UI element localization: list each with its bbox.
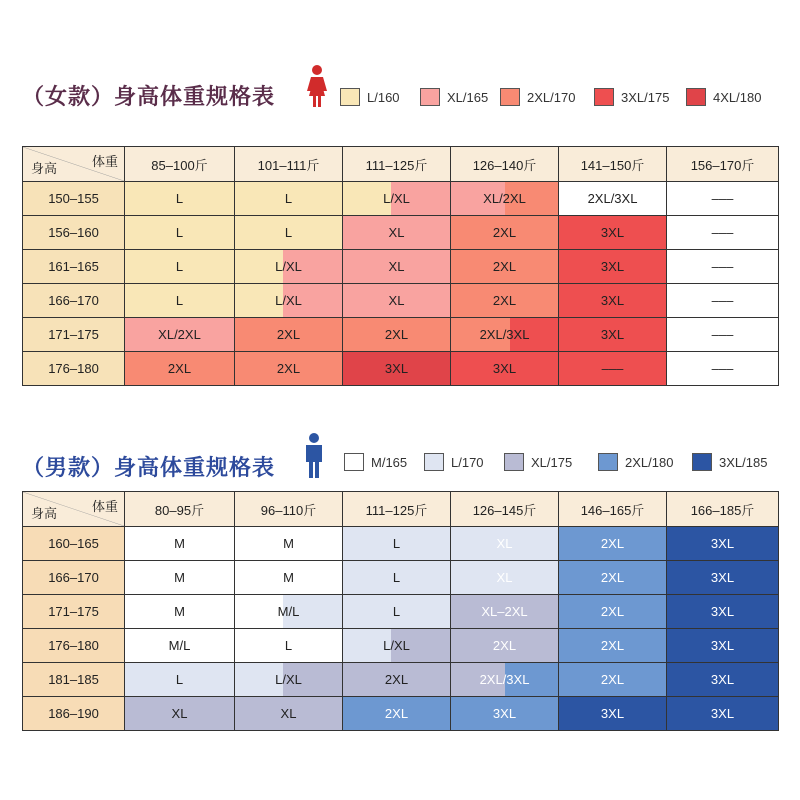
men-size-cell [559, 595, 667, 629]
women-legend-item [420, 88, 488, 106]
men-size-cell [451, 527, 559, 561]
women-height-header [23, 318, 125, 352]
women-size-cell-text: XL [388, 293, 405, 308]
women-size-cell-text: ––– [711, 327, 734, 342]
women-size-cell [343, 250, 451, 284]
men-size-cell [235, 561, 343, 595]
women-size-cell-text: ––– [711, 361, 734, 376]
women-weight-header-text: 141–150斤 [580, 157, 645, 173]
men-size-cell [343, 697, 451, 731]
women-size-cell [559, 182, 667, 216]
women-weight-header [667, 147, 779, 182]
men-size-cell-text: M [174, 536, 185, 551]
men-size-cell [235, 595, 343, 629]
men-size-cell [235, 697, 343, 731]
men-weight-header-text: 96–110斤 [260, 502, 317, 518]
men-size-cell [559, 629, 667, 663]
women-size-cell-text: L [175, 259, 184, 274]
women-height-header-text: 171–175 [48, 327, 99, 342]
women-size-cell-text: 2XL [384, 327, 409, 342]
men-size-cell-text: 2XL/3XL [479, 672, 530, 687]
men-size-cell-text: XL [280, 706, 297, 721]
women-size-cell-text: XL/2XL [483, 191, 526, 206]
women-size-cell-text: L/XL [275, 293, 302, 308]
men-size-cell-text: 2XL [600, 570, 625, 585]
women-size-cell [235, 216, 343, 250]
men-size-cell-text: L [392, 536, 401, 551]
men-legend-label: XL/175 [531, 454, 573, 470]
women-size-cell [667, 216, 779, 250]
women-size-cell-text: 2XL [492, 293, 517, 308]
women-legend-label: 4XL/180 [713, 89, 762, 105]
women-weight-header [559, 147, 667, 182]
women-legend-label: 2XL/170 [527, 89, 576, 105]
women-legend-swatch [500, 88, 520, 106]
women-size-cell-text: ––– [711, 225, 734, 240]
men-size-cell [343, 561, 451, 595]
men-size-cell-text: 3XL [710, 536, 735, 551]
men-weight-header [451, 492, 559, 527]
women-size-cell [125, 182, 235, 216]
men-size-cell-text: L [392, 604, 401, 619]
women-size-cell [559, 250, 667, 284]
men-size-cell [559, 663, 667, 697]
women-size-cell [559, 216, 667, 250]
men-size-cell [559, 697, 667, 731]
women-size-cell-text: XL/2XL [158, 327, 201, 342]
men-size-cell [343, 663, 451, 697]
men-size-cell-text: 3XL [600, 706, 625, 721]
men-size-cell [235, 629, 343, 663]
men-size-cell [667, 527, 779, 561]
women-size-cell-text: ––– [711, 259, 734, 274]
men-size-cell [451, 595, 559, 629]
women-weight-header-text: 101–111斤 [257, 157, 320, 173]
women-legend-swatch [420, 88, 440, 106]
men-legend-swatch [344, 453, 364, 471]
women-size-cell [235, 284, 343, 318]
women-size-cell-text: ––– [711, 293, 734, 308]
women-size-cell-text: 2XL [276, 327, 301, 342]
women-height-header [23, 216, 125, 250]
women-size-cell [451, 284, 559, 318]
women-size-cell [343, 216, 451, 250]
men-size-cell-text: 3XL [710, 672, 735, 687]
women-size-cell [343, 182, 451, 216]
women-legend-item [340, 88, 400, 106]
men-height-header [23, 697, 125, 731]
men-size-cell [667, 663, 779, 697]
men-size-cell-text: 2XL [600, 638, 625, 653]
men-legend-item [424, 453, 484, 471]
men-size-cell-text: XL–2XL [481, 604, 528, 619]
women-weight-header-text: 111–125斤 [365, 157, 428, 173]
women-size-cell-text: L [284, 191, 293, 206]
men-size-cell [125, 595, 235, 629]
female-icon [306, 64, 328, 108]
women-height-header-text: 161–165 [48, 259, 99, 274]
men-size-cell-text: 2XL [384, 672, 409, 687]
men-height-header-text: 160–165 [48, 536, 99, 551]
men-size-cell [235, 527, 343, 561]
men-height-header-text: 176–180 [48, 638, 99, 653]
men-legend-swatch [424, 453, 444, 471]
women-size-cell [451, 250, 559, 284]
women-size-cell [451, 216, 559, 250]
women-height-header [23, 352, 125, 386]
women-size-cell [667, 250, 779, 284]
male-icon [304, 432, 324, 478]
women-size-cell-text: 3XL [600, 259, 625, 274]
women-legend-label: 3XL/175 [621, 89, 670, 105]
men-size-cell [451, 697, 559, 731]
women-size-cell [125, 250, 235, 284]
men-size-cell [125, 663, 235, 697]
men-size-cell [343, 527, 451, 561]
men-legend-label: L/170 [451, 454, 484, 470]
men-size-cell-text: 2XL [492, 638, 517, 653]
men-size-cell [451, 561, 559, 595]
women-size-cell-text: 2XL [276, 361, 301, 376]
women-weight-header-text: 126–140斤 [472, 157, 537, 173]
women-size-cell [559, 284, 667, 318]
women-legend-swatch [686, 88, 706, 106]
women-size-cell-text: XL [388, 259, 405, 274]
men-size-cell-text: 2XL [600, 672, 625, 687]
women-legend-label: L/160 [367, 89, 400, 105]
men-height-header-text: 186–190 [48, 706, 99, 721]
men-size-cell [667, 561, 779, 595]
men-legend-item [598, 453, 673, 471]
women-size-cell [559, 352, 667, 386]
women-size-cell-text: 3XL [492, 361, 517, 376]
men-legend-swatch [504, 453, 524, 471]
men-legend-item [504, 453, 572, 471]
men-weight-header-text: 166–185斤 [690, 502, 755, 518]
men-size-cell [125, 527, 235, 561]
men-legend-item [344, 453, 407, 471]
men-size-cell [559, 561, 667, 595]
women-size-cell [343, 284, 451, 318]
women-size-cell-text: 3XL [600, 327, 625, 342]
women-legend-item [686, 88, 761, 106]
women-size-cell-text: 2XL/3XL [479, 327, 530, 342]
women-size-cell [667, 352, 779, 386]
women-size-cell-text: L [284, 225, 293, 240]
women-size-cell [343, 352, 451, 386]
men-size-table [22, 491, 779, 731]
women-height-header [23, 284, 125, 318]
women-size-cell-text: 3XL [600, 225, 625, 240]
women-size-cell-text: ––– [601, 361, 624, 376]
men-size-cell-text: 3XL [710, 570, 735, 585]
women-size-cell-text: 2XL [167, 361, 192, 376]
women-size-cell-text: L [175, 191, 184, 206]
men-size-cell-text: 3XL [710, 638, 735, 653]
men-height-header [23, 663, 125, 697]
women-size-cell-text: 3XL [600, 293, 625, 308]
women-size-cell-text: 2XL [492, 259, 517, 274]
men-legend-item [692, 453, 767, 471]
women-weight-header-text: 156–170斤 [690, 157, 755, 173]
men-table-title: （男款）身高体重规格表 [22, 456, 276, 481]
women-legend-swatch [340, 88, 360, 106]
women-weight-header [125, 147, 235, 182]
women-height-axis-label: 身高 [31, 161, 58, 176]
men-size-cell-text: 2XL [600, 604, 625, 619]
men-size-cell-text: L/XL [275, 672, 302, 687]
men-size-cell [343, 629, 451, 663]
women-height-header [23, 182, 125, 216]
men-height-axis-label: 身高 [31, 506, 58, 521]
women-size-cell [559, 318, 667, 352]
men-size-cell [125, 697, 235, 731]
women-height-header-text: 156–160 [48, 225, 99, 240]
men-size-cell-text: M [283, 570, 294, 585]
men-size-cell-text: M/L [277, 604, 300, 619]
men-legend-swatch [598, 453, 618, 471]
women-size-cell [235, 318, 343, 352]
women-size-cell [451, 352, 559, 386]
women-size-cell [667, 182, 779, 216]
women-size-cell [235, 250, 343, 284]
women-size-cell [667, 318, 779, 352]
men-height-header [23, 561, 125, 595]
men-weight-axis-label: 体重 [91, 499, 118, 514]
women-size-cell-text: L [175, 293, 184, 308]
women-size-cell [451, 182, 559, 216]
men-height-header [23, 629, 125, 663]
women-size-cell [125, 318, 235, 352]
men-size-cell-text: XL [171, 706, 188, 721]
men-size-cell [235, 663, 343, 697]
men-weight-header [125, 492, 235, 527]
men-size-cell-text: M/L [168, 638, 191, 653]
women-size-cell [125, 216, 235, 250]
men-height-header [23, 527, 125, 561]
men-weight-header [235, 492, 343, 527]
men-size-cell [125, 561, 235, 595]
women-size-table [22, 146, 779, 386]
men-weight-header [667, 492, 779, 527]
men-size-cell-text: 3XL [710, 706, 735, 721]
men-size-cell-text: 3XL [492, 706, 517, 721]
women-size-cell-text: 2XL/3XL [587, 191, 638, 206]
men-size-cell [451, 663, 559, 697]
women-size-cell-text: XL [388, 225, 405, 240]
men-weight-header [343, 492, 451, 527]
men-size-cell [451, 629, 559, 663]
women-size-cell-text: 3XL [384, 361, 409, 376]
men-size-cell [343, 595, 451, 629]
women-size-cell-text: ––– [711, 191, 734, 206]
women-corner-header [23, 147, 125, 182]
men-weight-header-text: 146–165斤 [580, 502, 645, 518]
men-size-cell [559, 527, 667, 561]
women-height-header-text: 176–180 [48, 361, 99, 376]
women-legend-label: XL/165 [447, 89, 489, 105]
men-size-cell [125, 629, 235, 663]
women-legend-item [594, 88, 669, 106]
women-legend-swatch [594, 88, 614, 106]
men-size-cell [667, 697, 779, 731]
women-height-header-text: 166–170 [48, 293, 99, 308]
men-size-cell-text: M [283, 536, 294, 551]
women-size-cell [343, 318, 451, 352]
women-size-cell [667, 284, 779, 318]
men-cell-fill [235, 595, 283, 628]
men-size-cell-text: L [392, 570, 401, 585]
men-size-cell-text: 2XL [600, 536, 625, 551]
men-legend-label: 3XL/185 [719, 454, 768, 470]
men-corner-header [23, 492, 125, 527]
men-size-cell-text: XL [496, 570, 513, 585]
men-height-header-text: 171–175 [48, 604, 99, 619]
women-size-cell-text: 2XL [492, 225, 517, 240]
men-size-cell-text: XL [496, 536, 513, 551]
men-weight-header-text: 80–95斤 [154, 502, 205, 518]
women-weight-header [343, 147, 451, 182]
men-weight-header-text: 126–145斤 [472, 502, 537, 518]
women-size-cell [125, 352, 235, 386]
men-size-cell-text: L [284, 638, 293, 653]
men-height-header-text: 166–170 [48, 570, 99, 585]
men-legend-label: 2XL/180 [625, 454, 674, 470]
men-size-cell-text: 2XL [384, 706, 409, 721]
women-table-title: （女款）身高体重规格表 [22, 85, 276, 110]
men-size-cell [667, 629, 779, 663]
women-size-cell [235, 352, 343, 386]
women-weight-axis-label: 体重 [91, 154, 118, 169]
men-size-cell-text: M [174, 570, 185, 585]
men-size-cell-text: L [175, 672, 184, 687]
women-weight-header-text: 85–100斤 [151, 157, 208, 173]
men-height-header [23, 595, 125, 629]
women-height-header-text: 150–155 [48, 191, 99, 206]
men-size-cell-text: 3XL [710, 604, 735, 619]
men-size-cell [667, 595, 779, 629]
men-legend-swatch [692, 453, 712, 471]
women-size-cell-text: L/XL [383, 191, 410, 206]
men-weight-header [559, 492, 667, 527]
women-legend-item [500, 88, 575, 106]
men-legend-label: M/165 [371, 454, 408, 470]
women-size-cell [235, 182, 343, 216]
women-weight-header [235, 147, 343, 182]
women-size-cell-text: L/XL [275, 259, 302, 274]
men-size-cell-text: L/XL [383, 638, 410, 653]
women-height-header [23, 250, 125, 284]
women-size-cell-text: L [175, 225, 184, 240]
women-size-cell [125, 284, 235, 318]
men-weight-header-text: 111–125斤 [365, 502, 428, 518]
men-height-header-text: 181–185 [48, 672, 99, 687]
women-weight-header [451, 147, 559, 182]
men-size-cell-text: M [174, 604, 185, 619]
women-size-cell [451, 318, 559, 352]
